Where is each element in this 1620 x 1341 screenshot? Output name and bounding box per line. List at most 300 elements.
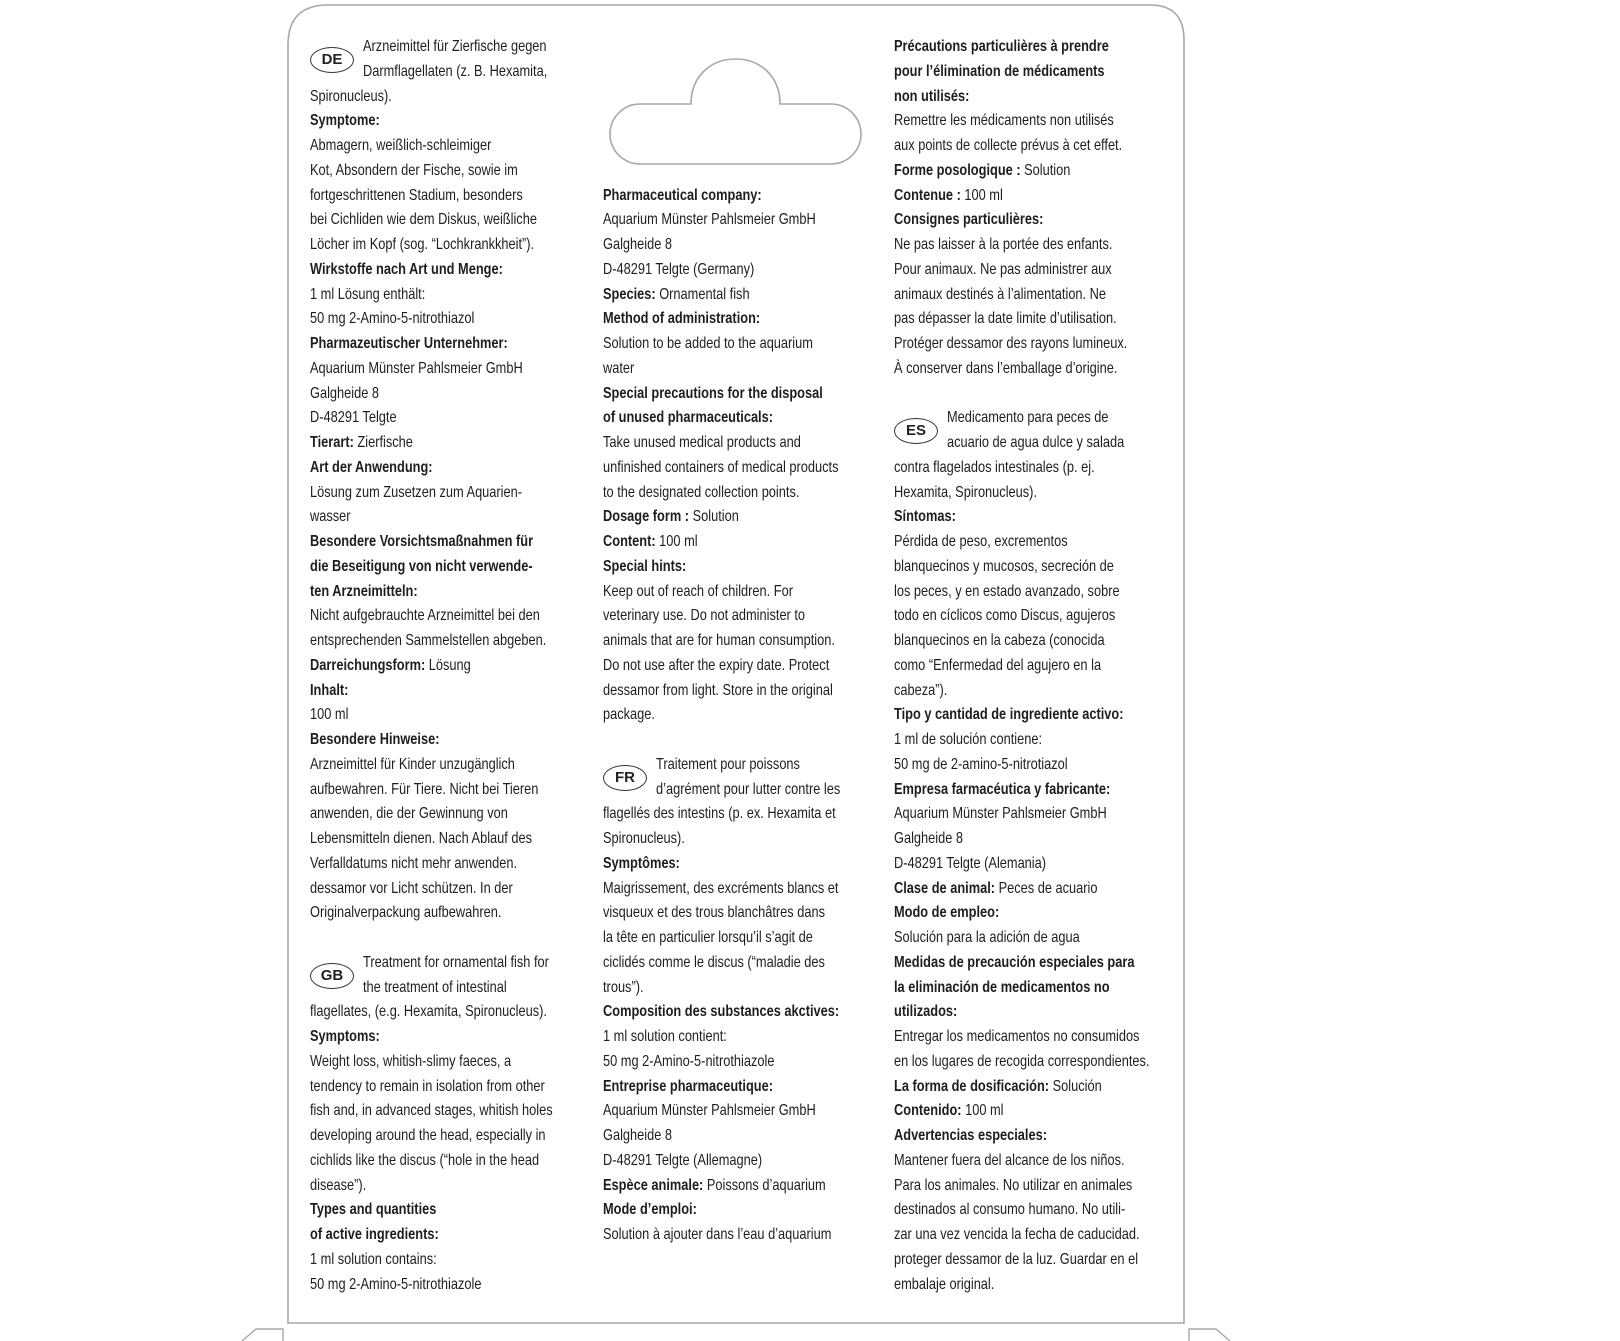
text-line	[603, 1223, 843, 1248]
text-line	[603, 827, 843, 852]
line-text: 1 ml de solución contiene:	[894, 731, 1042, 748]
text-line	[310, 901, 550, 926]
line-text: the treatment of intestinal	[363, 978, 507, 996]
line-text: Solución para la adición de agua	[894, 929, 1080, 946]
heading-line	[310, 332, 550, 357]
line-label: of unused pharmaceuticals:	[603, 409, 773, 427]
text-line	[894, 357, 1134, 382]
text-line	[894, 233, 1134, 258]
text-line	[894, 134, 1134, 159]
text-line	[603, 679, 843, 704]
line-label: Symptômes:	[603, 854, 680, 872]
heading-line	[894, 208, 1134, 233]
line-text: 100 ml	[655, 533, 698, 550]
heading-line	[894, 85, 1134, 110]
text-line	[310, 184, 550, 209]
line-text: Kot, Absondern der Fische, sowie im	[310, 161, 518, 179]
line-text: cichlids like the discus (“hole in the head	[310, 1151, 540, 1169]
text-line	[603, 877, 843, 902]
line-label: ten Arzneimitteln:	[310, 582, 418, 600]
text-line	[894, 1149, 1134, 1174]
language-section-gb	[310, 951, 610, 1298]
line-text: animaux destinés à l’alimentation. Ne	[894, 285, 1107, 303]
text-line	[894, 530, 1134, 555]
text-line	[310, 406, 550, 431]
line-label: utilizados:	[894, 1003, 958, 1021]
line-text: Remettre les médicaments non utilisés	[894, 112, 1114, 130]
heading-line	[310, 431, 550, 456]
line-label: Symptome:	[310, 112, 380, 130]
line-text: fish and, in advanced stages, whitish holes	[310, 1102, 553, 1120]
line-text: la tête en particulier lorsqu’il s’agit de	[603, 929, 813, 946]
line-text: 1 ml solution contient:	[603, 1028, 727, 1045]
text-line	[894, 802, 1134, 827]
heading-line	[894, 951, 1134, 976]
heading-line	[894, 901, 1134, 926]
line-text: acuario de agua dulce y salada	[947, 434, 1125, 451]
text-line	[894, 307, 1134, 332]
text-line	[603, 1149, 843, 1174]
heading-line	[310, 679, 550, 704]
line-text: wasser	[310, 508, 351, 526]
line-label: Wirkstoffe nach Art und Menge:	[310, 260, 503, 278]
heading-line	[894, 1099, 1134, 1124]
line-text: aux points de collecte prévus à cet effet.	[894, 137, 1123, 154]
line-text: embalaje original.	[894, 1275, 995, 1293]
text-line	[894, 1273, 1134, 1298]
language-badge: FR	[603, 765, 647, 791]
line-text: Do not use after the expiry date. Protect	[603, 656, 830, 674]
line-text: Lebensmitteln dienen. Nach Ablauf des	[310, 830, 533, 847]
text-line	[894, 283, 1134, 308]
line-label: Précautions particulières à prendre	[894, 38, 1109, 55]
line-text: Lösung zum Zusetzen zum Aquarien-	[310, 483, 523, 501]
line-label: Species:	[603, 285, 656, 303]
heading-line	[603, 382, 843, 407]
text-line	[603, 1124, 843, 1149]
text-line	[894, 481, 1134, 506]
heading-line	[310, 109, 550, 134]
text-line	[894, 555, 1134, 580]
line-text: Traitement pour poissons	[656, 755, 800, 773]
text-line	[310, 852, 550, 877]
text-line	[894, 926, 1134, 951]
heading-line	[603, 505, 843, 530]
line-text: Weight loss, whitish-slimy faeces, a	[310, 1052, 512, 1070]
text-line	[363, 976, 561, 1001]
heading-line	[603, 1174, 843, 1199]
line-label: Dosage form :	[603, 508, 690, 526]
text-line	[363, 60, 561, 85]
line-text: 50 mg 2-Amino-5-nitrothiazole	[310, 1275, 482, 1293]
text-line	[310, 1075, 550, 1100]
heading-line	[894, 877, 1134, 902]
line-text: water	[603, 359, 635, 377]
text-line	[603, 431, 843, 456]
language-badge: ES	[894, 418, 938, 444]
text-line	[894, 1050, 1150, 1075]
line-label: Besondere Vorsichtsmaßnahmen für	[310, 533, 534, 550]
line-text: Pérdida de peso, excrementos	[894, 533, 1068, 550]
line-text: 100 ml	[960, 186, 1003, 204]
line-text: 50 mg 2-Amino-5-nitrothiazole	[603, 1052, 775, 1070]
line-text: D-48291 Telgte (Alemania)	[894, 854, 1047, 872]
text-section	[603, 184, 903, 729]
text-line	[603, 208, 843, 233]
text-line	[310, 208, 550, 233]
line-label: Darreichungsform:	[310, 656, 426, 674]
line-text: Arzneimittel für Zierfische gegen	[363, 38, 547, 55]
heading-line	[310, 530, 550, 555]
heading-line	[603, 852, 843, 877]
text-line	[894, 456, 1134, 481]
heading-line	[603, 555, 843, 580]
text-line	[603, 926, 843, 951]
text-line	[894, 1198, 1134, 1223]
line-text: Löcher im Kopf (sog. “Lochkrankkheit”).	[310, 236, 535, 253]
text-line	[310, 159, 550, 184]
line-text: to the designated collection points.	[603, 483, 800, 501]
line-text: 100 ml	[310, 706, 349, 724]
line-text: como “Enfermedad del agujero en la	[894, 656, 1102, 674]
text-line	[894, 604, 1134, 629]
text-line	[603, 604, 843, 629]
text-line	[363, 951, 561, 976]
text-line	[894, 753, 1134, 778]
text-line	[310, 357, 550, 382]
heading-line	[894, 1000, 1134, 1025]
text-line	[894, 679, 1134, 704]
heading-line	[310, 456, 550, 481]
line-text: Solution à ajouter dans l’eau d’aquarium	[603, 1226, 832, 1243]
column-middle	[603, 35, 903, 1248]
left-flap-outline	[242, 1329, 283, 1341]
line-label: Forme posologique :	[894, 161, 1021, 179]
heading-line	[310, 555, 550, 580]
line-text: ciclidés comme le discus (“maladie des	[603, 953, 825, 971]
text-line	[894, 654, 1134, 679]
text-line	[894, 258, 1134, 283]
text-line	[603, 481, 843, 506]
text-line	[310, 1050, 550, 1075]
text-line	[603, 629, 843, 654]
line-text: 1 ml solution contains:	[310, 1250, 437, 1268]
heading-line	[310, 258, 550, 283]
text-line	[310, 753, 550, 778]
text-line	[310, 1273, 550, 1298]
line-text: Galgheide 8	[603, 1127, 673, 1144]
language-section-de	[310, 35, 610, 926]
heading-line	[603, 406, 843, 431]
line-text: veterinary use. Do not administer to	[603, 607, 806, 625]
text-line	[603, 976, 843, 1001]
text-line	[894, 332, 1134, 357]
heading-line	[603, 1000, 843, 1025]
line-label: Types and quantities	[310, 1201, 437, 1219]
line-text: Abmagern, weißlich-schleimiger	[310, 137, 492, 154]
line-text: Take unused medical products and	[603, 434, 801, 451]
line-text: Spironucleus).	[603, 830, 685, 847]
line-text: bei Cichliden wie dem Diskus, weißliche	[310, 211, 537, 229]
line-label: Mode d’emploi:	[603, 1201, 697, 1219]
line-text: Medicamento para peces de	[947, 409, 1109, 427]
line-text: 50 mg 2-Amino-5-nitrothiazol	[310, 310, 475, 328]
line-label: La forma de dosificación:	[894, 1077, 1050, 1095]
text-line	[603, 654, 843, 679]
line-label: Consignes particulières:	[894, 211, 1044, 229]
text-line	[603, 357, 843, 382]
column-left	[310, 35, 610, 1297]
line-label: Symptoms:	[310, 1028, 380, 1045]
line-text: Solution	[1020, 161, 1071, 179]
line-text: 50 mg de 2-amino-5-nitrotiazol	[894, 755, 1068, 773]
text-line	[603, 233, 843, 258]
line-text: Ne pas laisser à la portée des enfants.	[894, 236, 1113, 253]
text-line	[363, 35, 561, 60]
line-text: Aquarium Münster Pahlsmeier GmbH	[310, 359, 523, 377]
line-label: Síntomas:	[894, 508, 956, 526]
line-text: fortgeschrittenen Stadium, besonders	[310, 186, 523, 204]
heading-line	[894, 703, 1134, 728]
text-line	[656, 753, 854, 778]
line-text: D-48291 Telgte	[310, 409, 397, 427]
line-text: Mantener fuera del alcance de los niños.	[894, 1151, 1125, 1169]
line-label: Art der Anwendung:	[310, 458, 433, 476]
text-line	[603, 1050, 843, 1075]
line-text: Arzneimittel für Kinder unzugänglich	[310, 755, 515, 773]
line-text: Aquarium Münster Pahlsmeier GmbH	[603, 211, 816, 229]
text-line	[310, 1000, 550, 1025]
line-label: non utilisés:	[894, 87, 970, 105]
text-line	[603, 258, 843, 283]
text-line	[310, 778, 550, 803]
line-text: À conserver dans l’emballage d’origine.	[894, 359, 1118, 377]
text-line	[310, 1174, 550, 1199]
text-line	[310, 134, 550, 159]
heading-line	[603, 184, 843, 209]
text-line	[603, 580, 843, 605]
line-label: Tipo y cantidad de ingrediente activo:	[894, 706, 1124, 724]
line-text: aufbewahren. Für Tiere. Nicht bei Tieren	[310, 780, 539, 798]
text-line	[894, 1248, 1139, 1273]
line-text: D-48291 Telgte (Allemagne)	[603, 1151, 763, 1169]
text-line	[894, 827, 1134, 852]
line-text: 100 ml	[961, 1102, 1004, 1120]
text-line	[603, 901, 843, 926]
text-line	[894, 580, 1134, 605]
language-section-es	[894, 406, 1194, 1297]
heading-line	[603, 530, 843, 555]
text-line	[603, 1099, 843, 1124]
line-text: Treatment for ornamental fish for	[363, 953, 549, 971]
line-text: Galgheide 8	[894, 830, 964, 847]
heading-line	[894, 505, 1134, 530]
line-text: Solución	[1049, 1077, 1102, 1095]
line-text: Aquarium Münster Pahlsmeier GmbH	[603, 1102, 816, 1120]
line-label: Contenido:	[894, 1102, 962, 1120]
line-label: Special hints:	[603, 557, 687, 575]
heading-line	[310, 1025, 550, 1050]
text-line	[310, 382, 550, 407]
line-text: blanquecinos en la cabeza (conocida	[894, 632, 1105, 649]
text-line	[310, 307, 550, 332]
heading-line	[894, 1124, 1134, 1149]
text-line	[310, 703, 550, 728]
line-text: package.	[603, 706, 655, 724]
line-text: flagellés des intestins (p. ex. Hexamita et	[603, 805, 836, 823]
heading-line	[894, 60, 1134, 85]
heading-line	[310, 580, 550, 605]
heading-line	[894, 976, 1134, 1001]
text-line	[894, 629, 1134, 654]
line-text: contra flagelados intestinales (p. ej.	[894, 458, 1095, 476]
line-text: developing around the head, especially in	[310, 1127, 546, 1144]
text-line	[603, 703, 843, 728]
line-text: Entregar los medicamentos no consumidos	[894, 1028, 1140, 1045]
language-section-fr	[603, 753, 903, 1248]
line-label: Medidas de precaución especiales para	[894, 953, 1135, 971]
line-text: los peces, y en estado avanzado, sobre	[894, 582, 1120, 600]
heading-line	[894, 35, 1134, 60]
text-line	[894, 1223, 1140, 1248]
heading-line	[310, 654, 550, 679]
text-line	[310, 505, 550, 530]
text-section	[894, 35, 1194, 382]
line-text: unfinished containers of medical products	[603, 458, 839, 476]
text-line	[310, 283, 550, 308]
line-label: Method of administration:	[603, 310, 761, 328]
language-badge: GB	[310, 963, 354, 989]
text-line	[310, 1124, 550, 1149]
line-text: Ornamental fish	[655, 285, 750, 303]
line-label: Contenue :	[894, 186, 961, 204]
line-text: pas dépasser la date limite d’utilisation.	[894, 310, 1117, 328]
line-label: Empresa farmacéutica y fabricante:	[894, 780, 1111, 798]
line-text: Galgheide 8	[310, 384, 380, 402]
line-text: 1 ml Lösung enthält:	[310, 285, 426, 303]
line-text: trous”).	[603, 978, 644, 996]
line-label: Advertencias especiales:	[894, 1127, 1047, 1144]
line-text: anwenden, die der Gewinnung von	[310, 805, 508, 823]
text-line	[603, 1025, 843, 1050]
text-line	[894, 109, 1134, 134]
text-line	[310, 1099, 553, 1124]
line-text: proteger dessamor de la luz. Guardar en el	[894, 1250, 1139, 1268]
line-text: tendency to remain in isolation from other	[310, 1077, 545, 1095]
text-line	[656, 778, 854, 803]
text-line	[894, 728, 1134, 753]
line-text: Maigrissement, des excréments blancs et	[603, 879, 839, 897]
line-text: visqueux et des trous blanchâtres dans	[603, 904, 825, 922]
line-text: Pour animaux. Ne pas administrer aux	[894, 260, 1112, 278]
line-label: Content:	[603, 533, 656, 550]
heading-line	[603, 307, 843, 332]
line-text: Originalverpackung aufbewahren.	[310, 904, 502, 922]
line-text: Keep out of reach of children. For	[603, 582, 793, 600]
line-label: Clase de animal:	[894, 879, 996, 897]
line-label: Inhalt:	[310, 681, 349, 699]
text-line	[603, 951, 843, 976]
line-text: en los lugares de recogida correspondientes.	[894, 1052, 1150, 1070]
heading-line	[894, 1075, 1134, 1100]
line-text: Lösung	[425, 656, 471, 674]
text-line	[310, 827, 550, 852]
line-label: Modo de empleo:	[894, 904, 1000, 922]
heading-line	[894, 778, 1134, 803]
text-line	[310, 1248, 550, 1273]
text-line	[310, 877, 550, 902]
line-text: Solution to be added to the aquarium	[603, 335, 813, 352]
text-line	[947, 431, 1145, 456]
line-text: destinados al consumo humano. No utili-	[894, 1201, 1126, 1219]
text-line	[310, 85, 550, 110]
line-label: of active ingredients:	[310, 1226, 439, 1243]
heading-line	[310, 728, 550, 753]
heading-line	[894, 184, 1134, 209]
line-label: pour l’élimination de médicaments	[894, 62, 1105, 80]
heading-line	[603, 1075, 843, 1100]
heading-line	[603, 283, 843, 308]
line-text: Poissons d’aquarium	[703, 1176, 826, 1194]
text-line	[603, 456, 843, 481]
text-line	[894, 1174, 1134, 1199]
line-text: dessamor vor Licht schützen. In der	[310, 879, 513, 897]
line-text: flagellates, (e.g. Hexamita, Spironucleus).	[310, 1003, 547, 1021]
line-text: disease”).	[310, 1176, 367, 1194]
line-text: D-48291 Telgte (Germany)	[603, 260, 755, 278]
line-text: cabeza”).	[894, 681, 948, 699]
line-label: Special precautions for the disposal	[603, 384, 823, 402]
heading-line	[603, 1198, 843, 1223]
line-label: Pharmazeutischer Unternehmer:	[310, 335, 508, 352]
column-right	[894, 35, 1194, 1297]
line-text: dessamor from light. Store in the original	[603, 681, 833, 699]
right-flap-outline	[1189, 1329, 1230, 1341]
line-label: Besondere Hinweise:	[310, 731, 440, 748]
line-text: Protéger dessamor des rayons lumineux.	[894, 335, 1128, 352]
text-line	[947, 406, 1145, 431]
text-line	[310, 233, 550, 258]
text-line	[310, 629, 550, 654]
line-text: d’agrément pour lutter contre les	[656, 780, 841, 798]
line-text: Solution	[689, 508, 739, 526]
heading-line	[310, 1223, 550, 1248]
line-text: entsprechenden Sammelstellen abgeben.	[310, 632, 547, 649]
line-text: zar una vez vencida la fecha de caducidad.	[894, 1226, 1140, 1243]
line-text: todo en cíclicos como Discus, agujeros	[894, 607, 1116, 625]
line-label: Tierart:	[310, 434, 354, 451]
line-text: Spironucleus).	[310, 87, 392, 105]
line-label: Entreprise pharmaceutique:	[603, 1077, 773, 1095]
line-text: Para los animales. No utilizar en animales	[894, 1176, 1133, 1194]
line-text: animals that are for human consumption.	[603, 632, 835, 649]
text-line	[310, 604, 550, 629]
line-label: Composition des substances akctives:	[603, 1003, 840, 1021]
line-text: Zierfische	[353, 434, 413, 451]
heading-line	[310, 1198, 550, 1223]
line-label: die Beseitigung von nicht verwende-	[310, 557, 533, 575]
line-text: Aquarium Münster Pahlsmeier GmbH	[894, 805, 1107, 823]
text-line	[310, 1149, 550, 1174]
text-line	[603, 802, 843, 827]
text-line	[894, 1025, 1140, 1050]
language-badge: DE	[310, 47, 354, 73]
line-text: Hexamita, Spironucleus).	[894, 483, 1037, 501]
line-text: Galgheide 8	[603, 236, 673, 253]
line-text: Darmflagellaten (z. B. Hexamita,	[363, 62, 548, 80]
line-text: Peces de acuario	[995, 879, 1098, 897]
heading-line	[894, 159, 1134, 184]
